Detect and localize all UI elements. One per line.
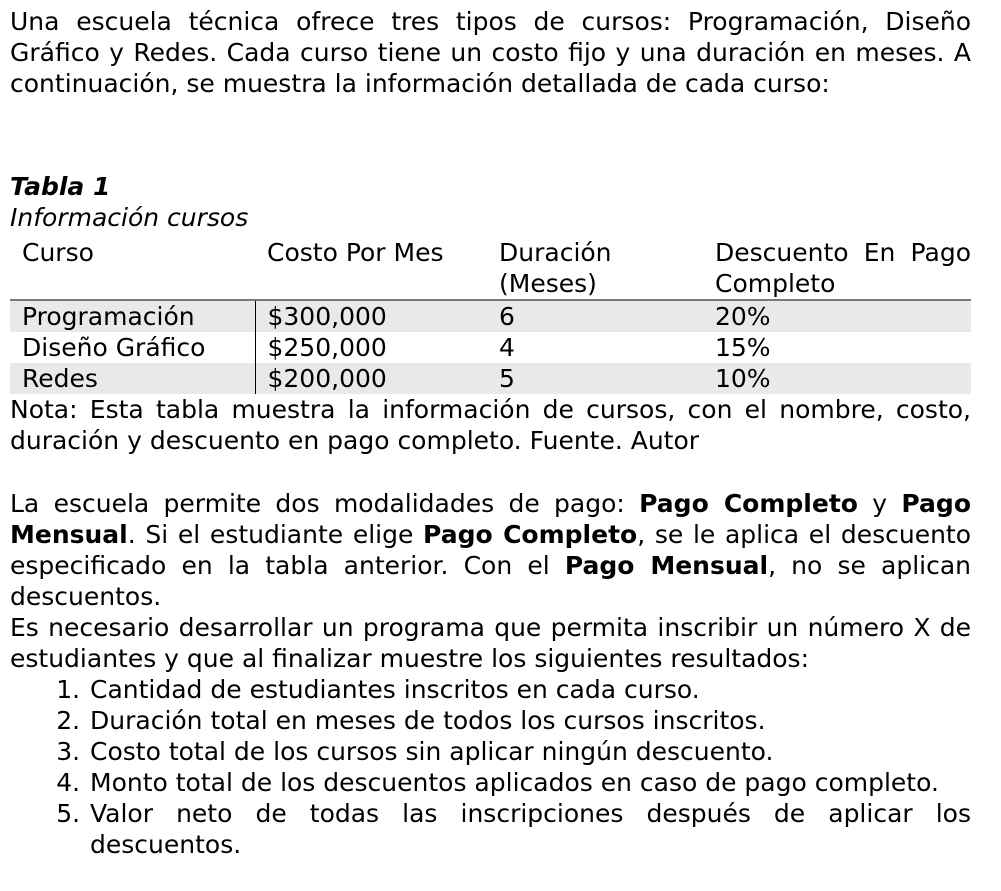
cell-curso: Programación [10, 300, 255, 332]
header-descuento [703, 235, 971, 300]
payment-bold: Pago Mensual [564, 551, 769, 580]
payment-text: y [857, 489, 902, 518]
table-row [10, 300, 971, 332]
cell-descuento: 15% [715, 333, 771, 362]
payment-text: , no se aplican descuentos. [10, 551, 972, 611]
table-note: Nota: Esta tabla muestra la información de cursos, con el nombre, costo, duración y descuento en pago completo. Fuente. Autor [10, 395, 971, 455]
courses-table [10, 235, 971, 394]
cell-costo: $250,000 [267, 333, 387, 362]
table-row [10, 332, 971, 363]
payment-text: , se le aplica el descuento especificado en la tabla anterior. Con el [10, 520, 972, 580]
cell-descuento: 20% [703, 300, 971, 332]
payment-text: . Si el estudiante elige [127, 520, 424, 549]
payment-bold: Pago Completo [639, 489, 858, 518]
requirement-paragraph: Es necesario desarrollar un programa que permita inscribir un número X de estudiantes y que al finalizar muestre los siguientes resultados: [10, 613, 971, 673]
payment-bold: Pago Mensual [10, 489, 971, 549]
cell-duracion: 5 [487, 363, 703, 394]
cell-descuento: 10% [703, 363, 971, 394]
table-header-row [10, 235, 971, 300]
header-curso: Curso [10, 235, 255, 300]
table-label: Tabla 1 [10, 172, 111, 201]
header-duracion: Duración (Meses) [487, 235, 703, 300]
table-title: Información cursos [10, 203, 249, 232]
cell-curso: Diseño Gráfico [10, 332, 255, 363]
payment-text: La escuela permite dos modalidades de pago: [10, 489, 640, 518]
cell-costo: $200,000 [255, 363, 487, 394]
intro-paragraph: Una escuela técnica ofrece tres tipos de cursos: Programación, Diseño Gráfico y Redes. Cada curso tiene un costo fijo y una duración en meses. A continuación, se muestra la información detallada de cada curso: [10, 7, 971, 98]
payment-bold: Pago Completo [423, 520, 638, 549]
header-costo: Costo Por Mes [255, 235, 487, 300]
cell-curso: Redes [10, 363, 255, 394]
results-list [10, 674, 971, 860]
list-item: 2. Duración total en meses de todos los cursos inscritos. [88, 705, 971, 736]
list-item: 1. Cantidad de estudiantes inscritos en cada curso. [88, 674, 971, 705]
cell-costo: $300,000 [255, 300, 487, 332]
cell-duracion: 6 [487, 300, 703, 332]
cell-duracion: 4 [499, 333, 515, 362]
list-item: 4. Monto total de los descuentos aplicados en caso de pago completo. [88, 767, 971, 798]
table-row [10, 363, 971, 394]
header-descuento-text: Descuento En Pago Completo [715, 238, 971, 298]
payment-paragraph [10, 488, 971, 612]
list-item: 3. Costo total de los cursos sin aplicar ningún descuento. [88, 736, 971, 767]
list-item: 5. Valor neto de todas las inscripciones después de aplicar los descuentos. [88, 798, 971, 860]
